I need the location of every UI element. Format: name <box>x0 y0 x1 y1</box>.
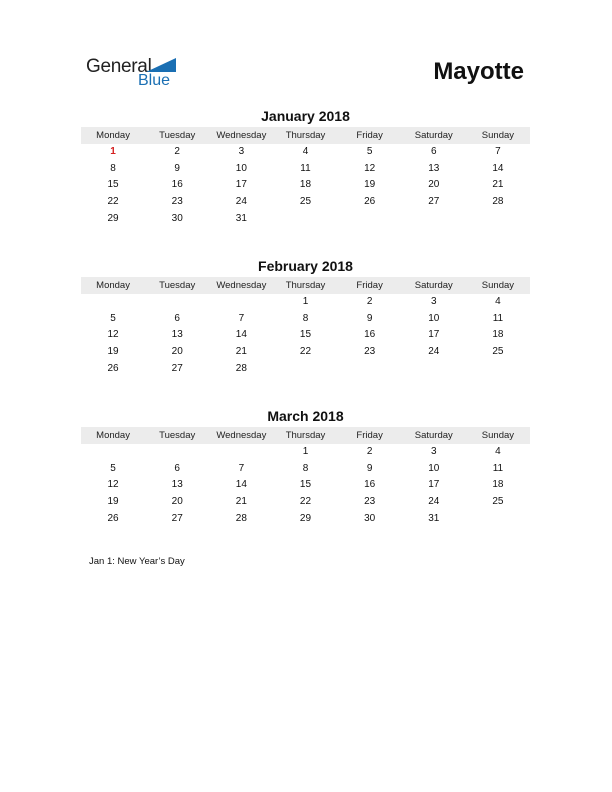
day-cell: 5 <box>366 146 373 157</box>
day-cell <box>209 444 273 461</box>
holiday-note: Jan 1: New Year’s Day <box>89 556 185 567</box>
day-cell: 8 <box>302 462 309 474</box>
day-cell: 24 <box>428 346 440 358</box>
day-cell: 3 <box>238 146 245 157</box>
day-cell: 7 <box>238 462 245 474</box>
month-calendar <box>81 107 530 227</box>
day-cell: 27 <box>428 196 440 208</box>
day-cell: 10 <box>428 312 440 324</box>
day-cell: 15 <box>299 479 312 491</box>
weekday-header-row <box>81 427 530 444</box>
weekday-header: Tuesday <box>159 280 196 291</box>
day-cell: 3 <box>430 296 437 307</box>
day-cell: 16 <box>171 179 183 191</box>
weekday-header: Wednesday <box>216 130 267 141</box>
day-cell: 20 <box>428 179 440 191</box>
day-cell: 7 <box>495 146 501 157</box>
day-cell <box>273 211 337 228</box>
day-cell: 26 <box>107 512 119 524</box>
day-cell <box>145 444 209 461</box>
week-row <box>81 194 530 211</box>
day-cell: 9 <box>366 312 373 324</box>
day-cell: 31 <box>428 512 440 524</box>
day-cell: 20 <box>171 496 183 508</box>
weekday-header: Wednesday <box>216 280 267 291</box>
day-cell <box>81 294 145 311</box>
weekday-header: Tuesday <box>159 430 196 441</box>
weekday-header: Sunday <box>481 280 515 291</box>
week-row <box>81 461 530 478</box>
day-cell: 3 <box>430 446 437 457</box>
day-cell <box>466 211 530 228</box>
day-cell: 6 <box>430 146 437 157</box>
week-row <box>81 344 530 361</box>
weekday-header: Friday <box>356 130 383 141</box>
day-cell: 2 <box>366 296 373 307</box>
day-cell: 10 <box>235 162 247 174</box>
day-cell: 13 <box>171 479 183 491</box>
week-row <box>81 444 530 461</box>
day-cell <box>145 294 209 311</box>
day-cell: 19 <box>107 346 119 358</box>
month-calendar <box>81 407 530 527</box>
day-cell: 12 <box>364 162 376 174</box>
day-cell: 8 <box>110 162 116 174</box>
month-title: March 2018 <box>267 408 344 424</box>
weekday-header-row <box>81 277 530 294</box>
weekday-header-row <box>81 127 530 144</box>
day-cell: 21 <box>235 346 247 358</box>
day-cell: 2 <box>174 146 180 157</box>
week-row <box>81 327 530 344</box>
day-cell: 5 <box>110 462 116 474</box>
weekday-header: Tuesday <box>159 130 196 141</box>
day-cell: 16 <box>364 329 376 341</box>
logo-blue-text: Blue <box>138 72 171 89</box>
day-cell: 4 <box>302 146 309 157</box>
day-cell: 22 <box>299 346 312 358</box>
day-cell: 23 <box>364 496 376 508</box>
day-cell: 15 <box>107 179 119 191</box>
week-row <box>81 161 530 178</box>
week-row <box>81 144 530 161</box>
weekday-header: Monday <box>96 280 130 291</box>
day-cell: 24 <box>235 196 247 208</box>
weekday-header: Sunday <box>481 430 515 441</box>
day-cell: 19 <box>364 179 376 191</box>
day-cell: 18 <box>492 329 504 341</box>
weekday-header: Sunday <box>481 130 515 141</box>
day-cell: 14 <box>235 479 247 491</box>
weekday-header: Thursday <box>285 430 326 441</box>
day-cell <box>209 294 273 311</box>
month-title: February 2018 <box>258 258 353 274</box>
day-cell: 18 <box>492 479 504 491</box>
week-row <box>81 511 530 528</box>
day-cell: 26 <box>364 196 376 208</box>
day-cell: 1 <box>302 296 309 307</box>
day-cell: 29 <box>299 512 312 524</box>
day-cell: 11 <box>300 162 311 174</box>
logo-triangle-icon <box>146 58 176 72</box>
day-cell: 17 <box>428 479 440 491</box>
day-cell: 8 <box>302 312 309 324</box>
day-cell: 14 <box>492 162 504 174</box>
day-cell: 9 <box>174 162 180 174</box>
logo-general-text: General <box>86 56 152 77</box>
day-cell <box>81 444 145 461</box>
day-cell: 1 <box>110 146 116 157</box>
day-cell: 1 <box>302 446 309 457</box>
day-cell: 21 <box>235 496 247 508</box>
day-cell <box>338 361 402 378</box>
day-cell: 25 <box>492 496 504 508</box>
week-row <box>81 211 530 228</box>
day-cell <box>466 511 530 528</box>
weekday-header: Monday <box>96 430 130 441</box>
day-cell: 6 <box>174 462 180 474</box>
day-cell: 20 <box>171 346 183 358</box>
day-cell: 14 <box>235 329 247 341</box>
week-row <box>81 294 530 311</box>
day-cell: 7 <box>238 312 245 324</box>
weekday-header: Saturday <box>414 130 453 141</box>
weekday-header: Friday <box>356 430 383 441</box>
day-cell: 19 <box>107 496 119 508</box>
week-row <box>81 361 530 378</box>
day-cell: 17 <box>428 329 440 341</box>
day-cell <box>273 361 337 378</box>
day-cell: 9 <box>366 462 373 474</box>
day-cell: 16 <box>364 479 376 491</box>
day-cell: 21 <box>492 179 504 191</box>
day-cell: 13 <box>428 162 440 174</box>
day-cell: 25 <box>492 346 504 358</box>
day-cell: 13 <box>171 329 183 341</box>
day-cell: 6 <box>174 312 180 324</box>
day-cell <box>466 361 530 378</box>
day-cell: 11 <box>492 462 504 474</box>
day-cell: 2 <box>366 446 373 457</box>
day-cell: 28 <box>235 512 247 524</box>
day-cell: 30 <box>171 212 183 224</box>
weekday-header: Saturday <box>414 280 453 291</box>
week-row <box>81 311 530 328</box>
day-cell: 22 <box>299 496 312 508</box>
day-cell: 5 <box>110 312 116 324</box>
week-row <box>81 177 530 194</box>
week-row <box>81 477 530 494</box>
day-cell: 26 <box>107 362 119 374</box>
day-cell: 31 <box>235 212 247 224</box>
day-cell: 17 <box>235 179 247 191</box>
day-cell: 27 <box>171 512 183 524</box>
weekday-header: Thursday <box>285 280 326 291</box>
day-cell: 25 <box>299 196 312 208</box>
day-cell: 12 <box>107 479 119 491</box>
month-calendar <box>81 257 530 377</box>
day-cell: 22 <box>107 196 119 208</box>
day-cell: 23 <box>364 346 376 358</box>
day-cell <box>338 211 402 228</box>
day-cell: 24 <box>428 496 440 508</box>
day-cell: 27 <box>171 362 183 374</box>
weekday-header: Wednesday <box>216 430 267 441</box>
day-cell: 12 <box>107 329 119 341</box>
day-cell <box>402 211 466 228</box>
day-cell: 4 <box>495 296 501 307</box>
weekday-header: Monday <box>96 130 130 141</box>
month-title: January 2018 <box>261 108 350 124</box>
day-cell: 15 <box>299 329 312 341</box>
day-cell: 29 <box>107 212 119 224</box>
country-title: Mayotte <box>433 58 524 85</box>
weekday-header: Friday <box>356 280 383 291</box>
day-cell <box>402 361 466 378</box>
holiday-notes <box>89 556 185 567</box>
day-cell: 4 <box>495 446 501 457</box>
week-row <box>81 494 530 511</box>
day-cell: 28 <box>492 196 504 208</box>
day-cell: 10 <box>428 462 440 474</box>
day-cell: 23 <box>171 196 183 208</box>
day-cell: 11 <box>492 312 504 324</box>
weekday-header: Thursday <box>285 130 326 141</box>
weekday-header: Saturday <box>414 430 453 441</box>
logo <box>86 56 186 92</box>
day-cell: 18 <box>299 179 312 191</box>
day-cell: 30 <box>364 512 376 524</box>
day-cell: 28 <box>235 362 247 374</box>
